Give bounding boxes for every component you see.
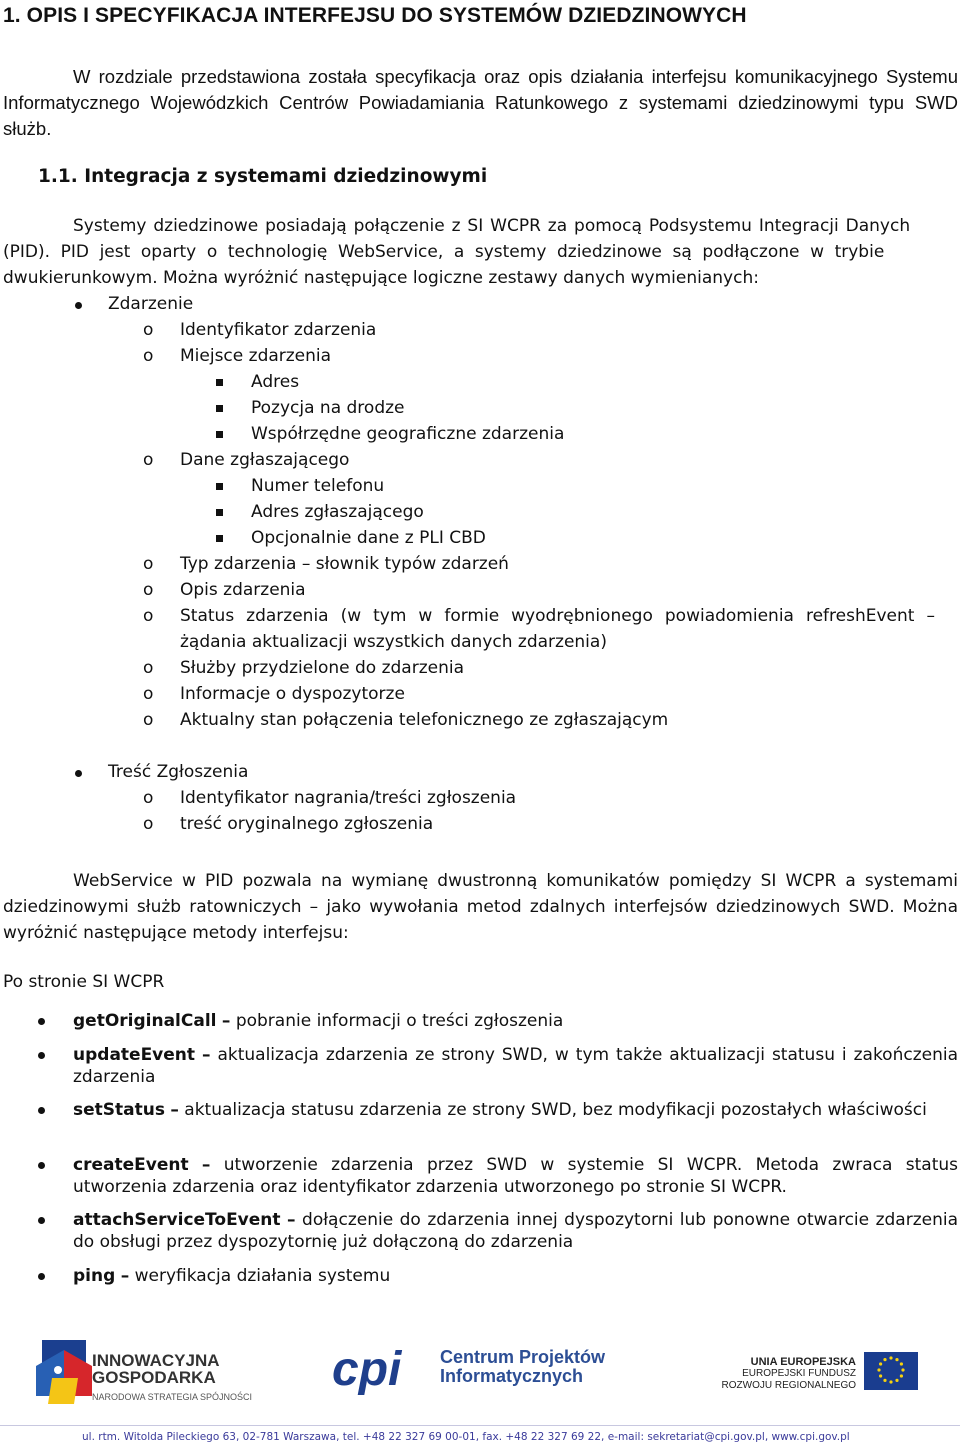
section-heading: 1.1. Integracja z systemami dziedzinowymi — [38, 166, 488, 187]
bullet-icon — [38, 1217, 45, 1224]
list-item-continuation: żądania aktualizacji wszystkich danych zdarzenia) — [180, 632, 607, 652]
list-title: Treść Zgłoszenia — [108, 762, 249, 782]
method-item — [73, 1010, 958, 1032]
paragraph-fragment: Można wyróżnić następujące logiczne zestawy danych wymienianych: — [163, 268, 759, 288]
square-bullet-icon — [216, 535, 223, 542]
bullet-icon — [75, 302, 82, 309]
logo3-text — [716, 1356, 856, 1392]
bullet-icon — [75, 770, 82, 777]
logo3-line: EUROPEJSKI FUNDUSZ — [742, 1368, 856, 1379]
method-description: aktualizacja zdarzenia ze strony SWD, w tym także aktualizacji statusu i zakończenia zdarzenia — [73, 1045, 959, 1087]
logo2-text — [440, 1348, 605, 1386]
footer-address: ul. rtm. Witolda Pileckiego 63, 02-781 Warszawa, tel. +48 22 327 69 00-01, fax. +48 22 327 69 22, e-mail: sekretariat@cpi.gov.pl, www.cpi.gov.pl — [82, 1431, 850, 1443]
method-dash: – — [287, 1210, 296, 1230]
chapter-heading: 1. OPIS I SPECYFIKACJA INTERFEJSU DO SYSTEMÓW DZIEDZINOWYCH — [3, 4, 747, 27]
paragraph-line: (PID). PID jest oparty o technologię WebService, a systemy dziedzinowe są podłączone w trybie — [3, 242, 885, 262]
list-subitem: Pozycja na drodze — [251, 398, 405, 418]
logo2-line: Informatycznych — [440, 1366, 584, 1386]
paragraph-line: Systemy dziedzinowe posiadają połączenie z SI WCPR za pomocą Podsystemu Integracji Danych — [73, 216, 911, 236]
method-dash: – — [201, 1155, 211, 1175]
list-item: Status zdarzenia (w tym w formie wyodrębnionego powiadomienia refreshEvent – — [180, 606, 935, 626]
method-description: pobranie informacji o treści zgłoszenia — [235, 1011, 564, 1031]
circle-bullet-icon: o — [143, 710, 154, 730]
method-description: weryfikacja działania systemu — [134, 1266, 391, 1286]
side-label: Po stronie SI WCPR — [3, 972, 165, 992]
bullet-icon — [38, 1162, 45, 1169]
intro-paragraph: W rozdziale przedstawiona została specyfikacja oraz opis działania interfejsu komunikacyjnego Systemu Informatycznego Wojewódzkich Centrów Powiadamiania Ratunkowego z systemami dziedzinowymi typu SWD służb. — [3, 66, 958, 139]
logo1-line: GOSPODARKA — [92, 1368, 216, 1387]
method-dash: – — [120, 1266, 130, 1286]
bullet-icon — [38, 1052, 45, 1059]
list-item: Aktualny stan połączenia telefonicznego ze zgłaszającym — [180, 710, 669, 730]
cpi-logo-icon: cpi — [332, 1343, 402, 1396]
circle-bullet-icon: o — [143, 554, 154, 574]
square-bullet-icon — [216, 405, 223, 412]
circle-bullet-icon: o — [143, 580, 154, 600]
circle-bullet-icon: o — [143, 450, 154, 470]
list-item: Dane zgłaszającego — [180, 450, 350, 470]
logo2-line: Centrum Projektów — [440, 1347, 606, 1367]
paragraph-fragment: dwukierunkowym. — [3, 268, 158, 288]
circle-bullet-icon: o — [143, 606, 154, 626]
circle-bullet-icon: o — [143, 320, 154, 340]
method-item — [73, 1154, 958, 1198]
method-name: attachServiceToEvent — [73, 1210, 281, 1230]
method-description: dołączenie do zdarzenia innej dyspozytorni lub ponowne otwarcie zdarzenia do obsługi przez dyspozytornię już dołączoną do zdarzenia — [73, 1210, 959, 1252]
method-name: ping — [73, 1266, 116, 1286]
method-dash: – — [221, 1011, 231, 1031]
logo1-line: INNOWACYJNA — [92, 1351, 220, 1370]
footer-logos — [0, 1330, 960, 1420]
method-item — [73, 1044, 958, 1088]
square-bullet-icon — [216, 379, 223, 386]
method-item — [73, 1209, 958, 1253]
circle-bullet-icon: o — [143, 814, 154, 834]
circle-bullet-icon: o — [143, 346, 154, 366]
logo3-line: ROZWOJU REGIONALNEGO — [721, 1380, 856, 1391]
method-description: utworzenie zdarzenia przez SWD w systemie SI WCPR. Metoda zwraca status utworzenia zdarzenia oraz identyfikator zdarzenia utworzonego po stronie SI WCPR. — [73, 1155, 958, 1197]
list-item: treść oryginalnego zgłoszenia — [180, 814, 434, 834]
list-subitem: Opcjonalnie dane z PLI CBD — [251, 528, 486, 548]
method-dash: – — [170, 1100, 179, 1120]
list-subitem: Numer telefonu — [251, 476, 385, 496]
method-dash: – — [202, 1045, 211, 1065]
circle-bullet-icon: o — [143, 788, 154, 808]
method-name: setStatus — [73, 1100, 165, 1120]
bullet-icon — [38, 1273, 45, 1280]
method-name: createEvent — [73, 1155, 189, 1175]
methods-intro-paragraph: WebService w PID pozwala na wymianę dwustronną komunikatów pomiędzy SI WCPR a systemami dziedzinowymi służb ratowniczych – jako wywołania metod zdalnych interfejsów dziedzinowych SWD. Można wyróżnić następujące metody interfejsu: — [3, 871, 958, 943]
method-description: aktualizacja statusu zdarzenia ze strony SWD, bez modyfikacji pozostałych właściwości — [184, 1100, 927, 1120]
method-name: updateEvent — [73, 1045, 196, 1065]
method-name: getOriginalCall — [73, 1011, 217, 1031]
list-item: Miejsce zdarzenia — [180, 346, 332, 366]
list-item: Opis zdarzenia — [180, 580, 306, 600]
list-title: Zdarzenie — [108, 294, 194, 314]
square-bullet-icon — [216, 431, 223, 438]
circle-bullet-icon: o — [143, 658, 154, 678]
list-subitem: Adres zgłaszającego — [251, 502, 424, 522]
list-item: Identyfikator nagrania/treści zgłoszenia — [180, 788, 517, 808]
footer-divider — [0, 1425, 960, 1426]
logo3-line: UNIA EUROPEJSKA — [750, 1356, 856, 1368]
list-subitem: Współrzędne geograficzne zdarzenia — [251, 424, 565, 444]
innowacyjna-gospodarka-logo-icon — [34, 1338, 94, 1408]
bullet-icon — [38, 1018, 45, 1025]
logo1-subline: NARODOWA STRATEGIA SPÓJNOŚCI — [92, 1392, 253, 1402]
paragraph-line — [3, 268, 759, 288]
bullet-icon — [38, 1107, 45, 1114]
list-subitem: Adres — [251, 372, 300, 392]
eu-flag-icon — [864, 1352, 918, 1390]
list-item: Identyfikator zdarzenia — [180, 320, 377, 340]
list-item: Służby przydzielone do zdarzenia — [180, 658, 465, 678]
square-bullet-icon — [216, 509, 223, 516]
list-item: Typ zdarzenia – słownik typów zdarzeń — [180, 554, 509, 574]
circle-bullet-icon: o — [143, 684, 154, 704]
method-item — [73, 1265, 958, 1287]
square-bullet-icon — [216, 483, 223, 490]
method-item — [73, 1099, 958, 1121]
list-item: Informacje o dyspozytorze — [180, 684, 405, 704]
logo1-text — [92, 1352, 252, 1406]
